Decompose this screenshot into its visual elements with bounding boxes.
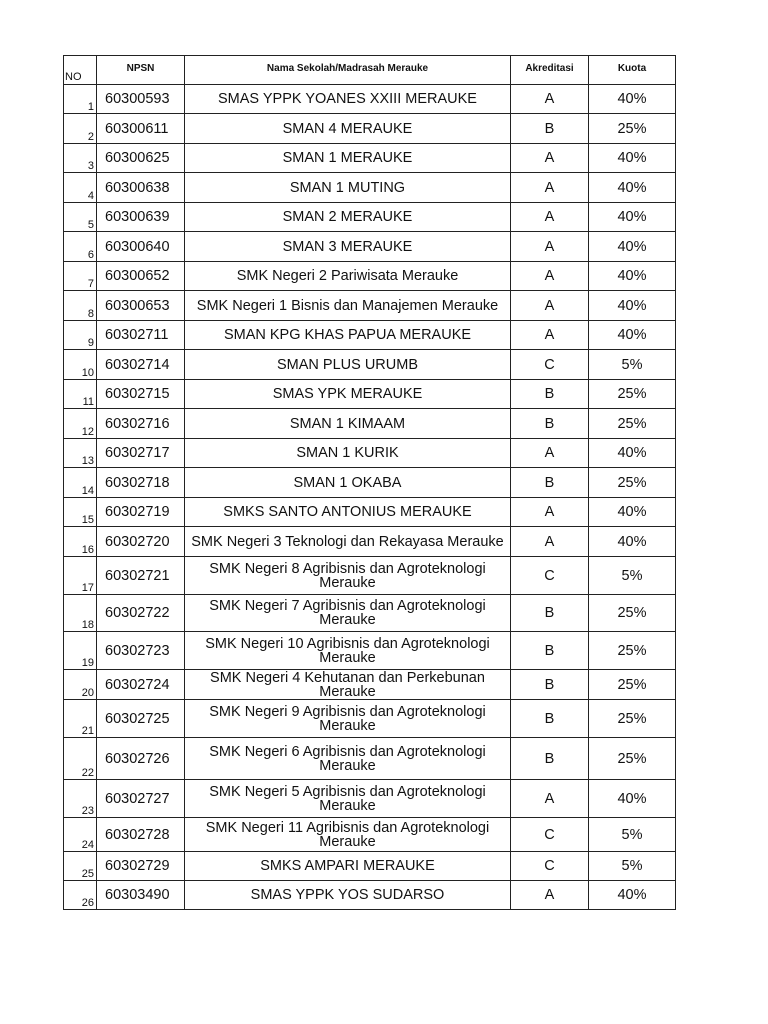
quota-cell: 5% — [589, 350, 676, 380]
school-name-cell: SMAN 1 OKABA — [185, 468, 511, 498]
npsn-cell: 60302724 — [97, 670, 185, 700]
quota-cell: 25% — [589, 409, 676, 439]
npsn-cell: 60300640 — [97, 232, 185, 262]
accreditation-cell: C — [511, 557, 589, 595]
table-row — [64, 439, 676, 468]
table-row — [64, 595, 676, 632]
accreditation-cell: A — [511, 527, 589, 557]
table-row — [64, 291, 676, 321]
row-number: 10 — [64, 350, 97, 380]
school-name-cell: SMAN KPG KHAS PAPUA MERAUKE — [185, 321, 511, 350]
row-number: 15 — [64, 498, 97, 527]
school-name-cell: SMK Negeri 2 Pariwisata Merauke — [185, 262, 511, 291]
table-row — [64, 321, 676, 350]
npsn-cell: 60302711 — [97, 321, 185, 350]
table-row — [64, 632, 676, 670]
accreditation-cell: B — [511, 114, 589, 144]
row-number: 19 — [64, 632, 97, 670]
table-row — [64, 232, 676, 262]
npsn-cell: 60302719 — [97, 498, 185, 527]
quota-cell: 25% — [589, 380, 676, 409]
row-number: 8 — [64, 291, 97, 321]
quota-cell: 40% — [589, 498, 676, 527]
npsn-cell: 60302715 — [97, 380, 185, 409]
accreditation-cell: B — [511, 632, 589, 670]
row-number: 14 — [64, 468, 97, 498]
accreditation-cell: B — [511, 468, 589, 498]
table-row — [64, 380, 676, 409]
quota-cell: 40% — [589, 439, 676, 468]
school-name-cell: SMAN 1 KURIK — [185, 439, 511, 468]
school-name-cell: SMAS YPPK YOS SUDARSO — [185, 881, 511, 910]
school-name-cell: SMAS YPK MERAUKE — [185, 380, 511, 409]
row-number: 17 — [64, 557, 97, 595]
quota-cell: 40% — [589, 85, 676, 114]
accreditation-cell: A — [511, 321, 589, 350]
row-number: 18 — [64, 595, 97, 632]
row-number: 23 — [64, 780, 97, 818]
school-name-cell: SMK Negeri 4 Kehutanan dan Perkebunan Merauke — [185, 670, 511, 700]
quota-cell: 25% — [589, 595, 676, 632]
accreditation-cell: B — [511, 700, 589, 738]
accreditation-cell: B — [511, 595, 589, 632]
accreditation-cell: A — [511, 498, 589, 527]
quota-cell: 40% — [589, 203, 676, 232]
school-name-cell: SMKS SANTO ANTONIUS MERAUKE — [185, 498, 511, 527]
accreditation-cell: A — [511, 439, 589, 468]
row-number: 3 — [64, 144, 97, 173]
school-name-cell: SMAN 3 MERAUKE — [185, 232, 511, 262]
row-number: 5 — [64, 203, 97, 232]
table-row — [64, 881, 676, 910]
school-name-cell: SMK Negeri 3 Teknologi dan Rekayasa Merauke — [185, 527, 511, 557]
row-number: 24 — [64, 818, 97, 852]
quota-cell: 40% — [589, 291, 676, 321]
accreditation-cell: A — [511, 262, 589, 291]
row-number: 22 — [64, 738, 97, 780]
school-name-cell: SMKS AMPARI MERAUKE — [185, 852, 511, 881]
table-row — [64, 85, 676, 114]
row-number: 20 — [64, 670, 97, 700]
accreditation-cell: A — [511, 85, 589, 114]
row-number: 1 — [64, 85, 97, 114]
header-row — [64, 56, 676, 85]
table-row — [64, 557, 676, 595]
table-row — [64, 262, 676, 291]
school-name-cell: SMK Negeri 5 Agribisnis dan Agroteknologi Merauke — [185, 780, 511, 818]
row-number: 26 — [64, 881, 97, 910]
npsn-cell: 60302717 — [97, 439, 185, 468]
table-row — [64, 468, 676, 498]
npsn-cell: 60302720 — [97, 527, 185, 557]
table-row — [64, 144, 676, 173]
accreditation-cell: A — [511, 780, 589, 818]
quota-cell: 40% — [589, 780, 676, 818]
school-name-cell: SMAS YPPK YOANES XXIII MERAUKE — [185, 85, 511, 114]
row-number: 6 — [64, 232, 97, 262]
accreditation-cell: B — [511, 670, 589, 700]
accreditation-cell: A — [511, 232, 589, 262]
row-number: 21 — [64, 700, 97, 738]
accreditation-cell: C — [511, 852, 589, 881]
school-name-cell: SMAN 2 MERAUKE — [185, 203, 511, 232]
npsn-cell: 60300593 — [97, 85, 185, 114]
accreditation-cell: C — [511, 350, 589, 380]
npsn-cell: 60302723 — [97, 632, 185, 670]
table-row — [64, 350, 676, 380]
row-number: 13 — [64, 439, 97, 468]
npsn-cell: 60302727 — [97, 780, 185, 818]
table-row — [64, 114, 676, 144]
row-number: 12 — [64, 409, 97, 439]
accreditation-cell: A — [511, 291, 589, 321]
table-row — [64, 498, 676, 527]
school-name-cell: SMK Negeri 7 Agribisnis dan Agroteknologi Merauke — [185, 595, 511, 632]
school-name-cell: SMK Negeri 11 Agribisnis dan Agroteknologi Merauke — [185, 818, 511, 852]
table-row — [64, 818, 676, 852]
quota-cell: 40% — [589, 144, 676, 173]
quota-cell: 5% — [589, 852, 676, 881]
school-name-cell: SMAN 1 KIMAAM — [185, 409, 511, 439]
quota-cell: 40% — [589, 527, 676, 557]
quota-cell: 40% — [589, 321, 676, 350]
school-name-cell: SMAN 1 MUTING — [185, 173, 511, 203]
npsn-cell: 60302726 — [97, 738, 185, 780]
row-number: 2 — [64, 114, 97, 144]
quota-cell: 25% — [589, 670, 676, 700]
quota-cell: 25% — [589, 738, 676, 780]
npsn-cell: 60302714 — [97, 350, 185, 380]
npsn-cell: 60300638 — [97, 173, 185, 203]
school-quota-table — [63, 55, 676, 910]
table-header — [64, 56, 676, 85]
table-row — [64, 527, 676, 557]
school-name-cell: SMK Negeri 9 Agribisnis dan Agroteknologi Merauke — [185, 700, 511, 738]
npsn-cell: 60300653 — [97, 291, 185, 321]
npsn-cell: 60300625 — [97, 144, 185, 173]
table-row — [64, 409, 676, 439]
school-name-cell: SMAN PLUS URUMB — [185, 350, 511, 380]
npsn-cell: 60300652 — [97, 262, 185, 291]
npsn-cell: 60303490 — [97, 881, 185, 910]
accreditation-cell: A — [511, 144, 589, 173]
school-name-cell: SMK Negeri 10 Agribisnis dan Agroteknologi Merauke — [185, 632, 511, 670]
npsn-cell: 60302729 — [97, 852, 185, 881]
school-name-cell: SMAN 1 MERAUKE — [185, 144, 511, 173]
table-row — [64, 203, 676, 232]
header-no: NO — [64, 56, 97, 85]
accreditation-cell: B — [511, 380, 589, 409]
quota-cell: 25% — [589, 700, 676, 738]
table-row — [64, 738, 676, 780]
accreditation-cell: A — [511, 881, 589, 910]
header-school-name: Nama Sekolah/Madrasah Merauke — [185, 56, 511, 85]
school-name-cell: SMAN 4 MERAUKE — [185, 114, 511, 144]
npsn-cell: 60302718 — [97, 468, 185, 498]
npsn-cell: 60300639 — [97, 203, 185, 232]
npsn-cell: 60302716 — [97, 409, 185, 439]
row-number: 7 — [64, 262, 97, 291]
quota-cell: 40% — [589, 262, 676, 291]
accreditation-cell: A — [511, 203, 589, 232]
header-quota: Kuota — [589, 56, 676, 85]
quota-cell: 40% — [589, 881, 676, 910]
npsn-cell: 60302722 — [97, 595, 185, 632]
quota-cell: 25% — [589, 114, 676, 144]
quota-cell: 5% — [589, 557, 676, 595]
table-row — [64, 780, 676, 818]
npsn-cell: 60302725 — [97, 700, 185, 738]
accreditation-cell: A — [511, 173, 589, 203]
table-row — [64, 670, 676, 700]
school-name-cell: SMK Negeri 6 Agribisnis dan Agroteknologi Merauke — [185, 738, 511, 780]
table-body — [64, 85, 676, 910]
row-number: 4 — [64, 173, 97, 203]
table-row — [64, 173, 676, 203]
row-number: 16 — [64, 527, 97, 557]
accreditation-cell: B — [511, 738, 589, 780]
quota-cell: 40% — [589, 173, 676, 203]
row-number: 25 — [64, 852, 97, 881]
table-row — [64, 852, 676, 881]
row-number: 9 — [64, 321, 97, 350]
npsn-cell: 60302728 — [97, 818, 185, 852]
header-npsn: NPSN — [97, 56, 185, 85]
school-name-cell: SMK Negeri 8 Agribisnis dan Agroteknologi Merauke — [185, 557, 511, 595]
quota-cell: 40% — [589, 232, 676, 262]
school-name-cell: SMK Negeri 1 Bisnis dan Manajemen Merauke — [185, 291, 511, 321]
table-row — [64, 700, 676, 738]
row-number: 11 — [64, 380, 97, 409]
accreditation-cell: C — [511, 818, 589, 852]
accreditation-cell: B — [511, 409, 589, 439]
quota-cell: 25% — [589, 632, 676, 670]
npsn-cell: 60300611 — [97, 114, 185, 144]
header-accreditation: Akreditasi — [511, 56, 589, 85]
quota-cell: 5% — [589, 818, 676, 852]
quota-cell: 25% — [589, 468, 676, 498]
npsn-cell: 60302721 — [97, 557, 185, 595]
